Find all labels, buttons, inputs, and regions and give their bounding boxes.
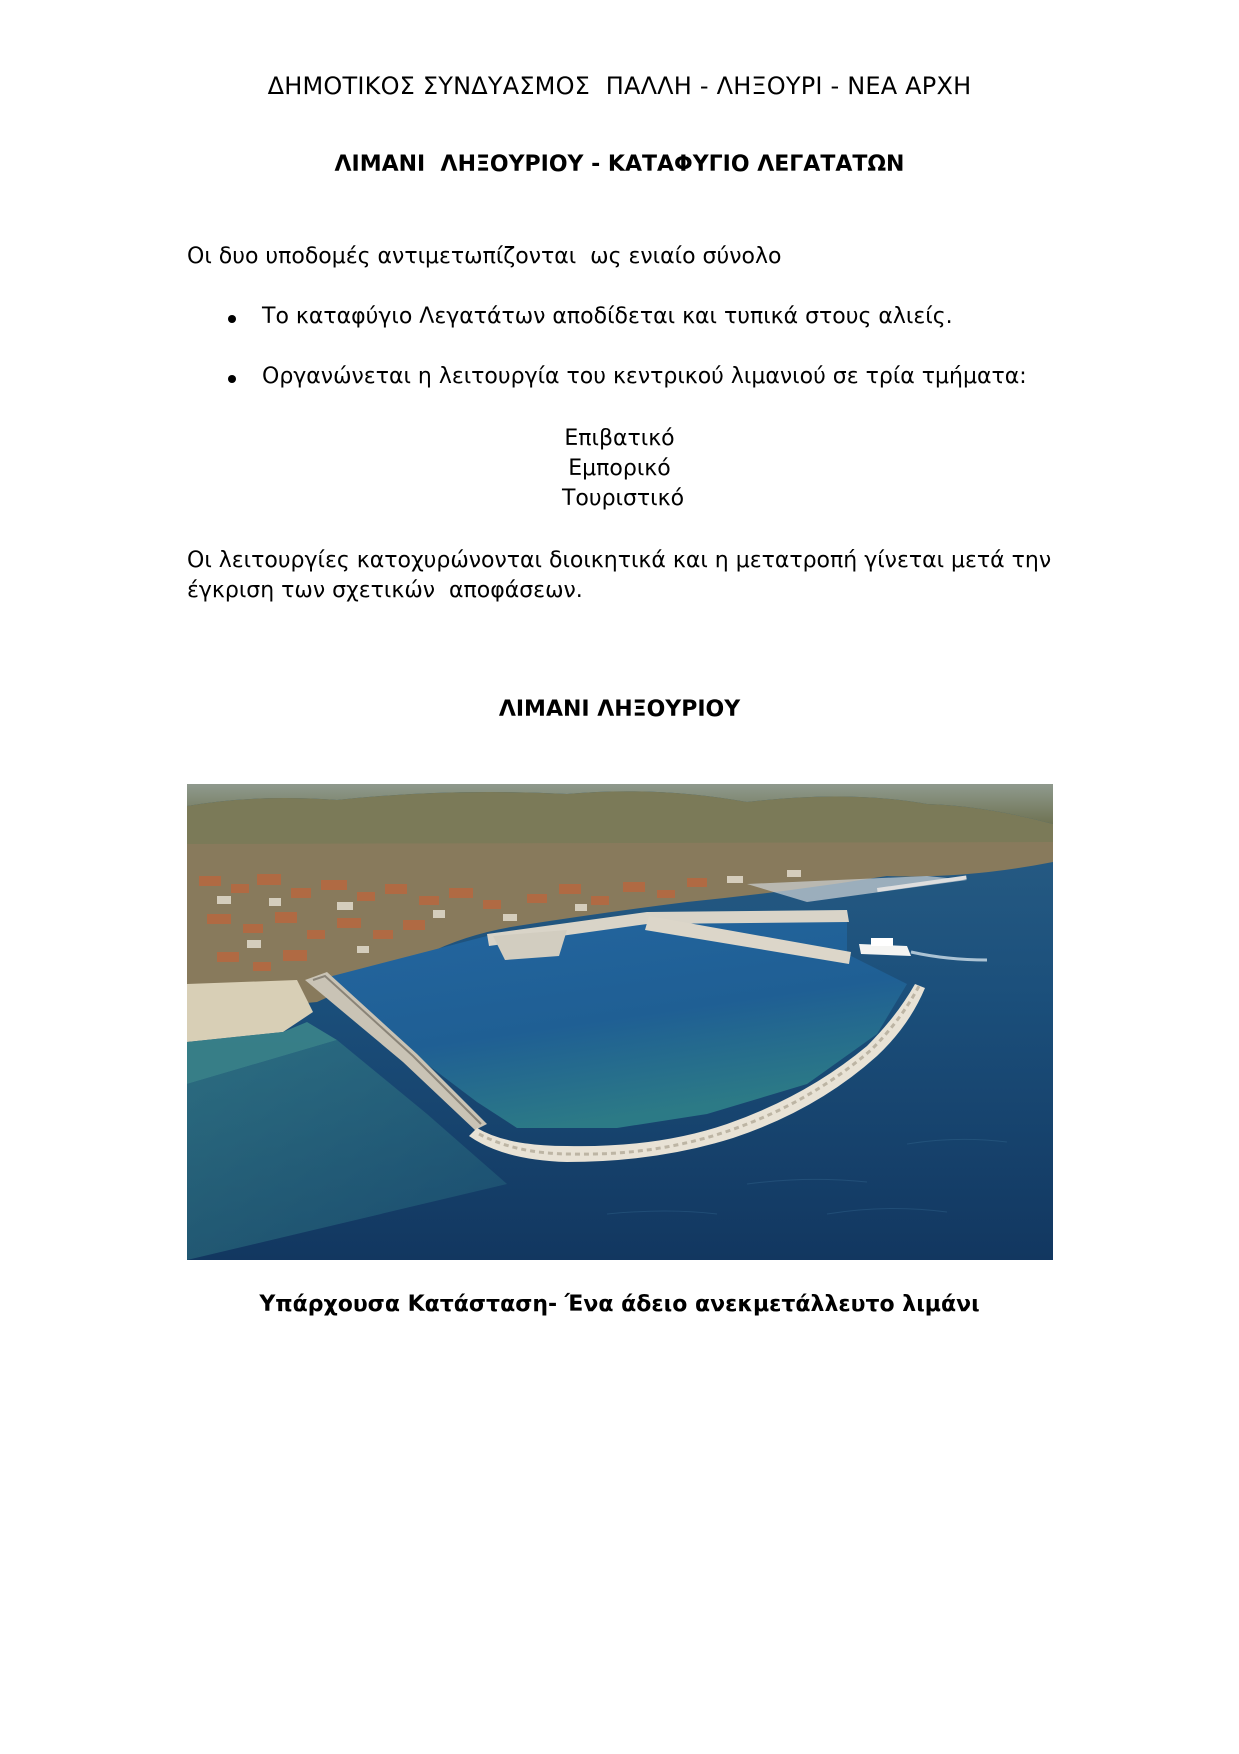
photo-heading: ΛΙΜΑΝΙ ΛΗΞΟΥΡΙΟΥ xyxy=(498,697,741,722)
bullet-text: Οργανώνεται η λειτουργία του κεντρικού λιμανιού σε τρία τμήματα: xyxy=(262,364,1027,389)
intro-paragraph: Οι δυο υποδομές αντιμετωπίζονται ως ενιαίο σύνολο xyxy=(187,244,782,269)
bullet-icon xyxy=(228,315,236,323)
port-section-commercial: Εμπορικό xyxy=(568,456,671,481)
closing-paragraph xyxy=(187,546,1067,606)
photo-caption: Υπάρχουσα Κατάσταση- Ένα άδειο ανεκμετάλλευτο λιμάνι xyxy=(259,1292,980,1317)
page-header: ΔΗΜΟΤΙΚΟΣ ΣΥΝΔΥΑΣΜΟΣ ΠΑΛΛΗ - ΛΗΞΟΥΡΙ - ΝΕΑ ΑΡΧΗ xyxy=(267,72,972,100)
closing-line: έγκριση των σχετικών αποφάσεων. xyxy=(187,578,583,603)
bullet-text: Το καταφύγιο Λεγατάτων αποδίδεται και τυπικά στους αλιείς. xyxy=(262,304,953,329)
bullet-list xyxy=(187,304,1027,424)
document-title: ΛΙΜΑΝΙ ΛΗΞΟΥΡΙΟΥ - ΚΑΤΑΦΥΓΙΟ ΛΕΓΑΤΑΤΩΝ xyxy=(334,152,905,177)
bullet-item xyxy=(187,364,1027,424)
port-section-tourist: Τουριστικό xyxy=(554,486,685,511)
bullet-icon xyxy=(228,375,236,383)
port-section-passenger: Επιβατικό xyxy=(564,426,675,451)
closing-line: Οι λειτουργίες κατοχυρώνονται διοικητικά και η μετατροπή γίνεται μετά την xyxy=(187,548,1052,573)
harbor-aerial-photo xyxy=(187,784,1053,1260)
port-sections-list xyxy=(0,424,1239,514)
bullet-item xyxy=(187,304,953,364)
